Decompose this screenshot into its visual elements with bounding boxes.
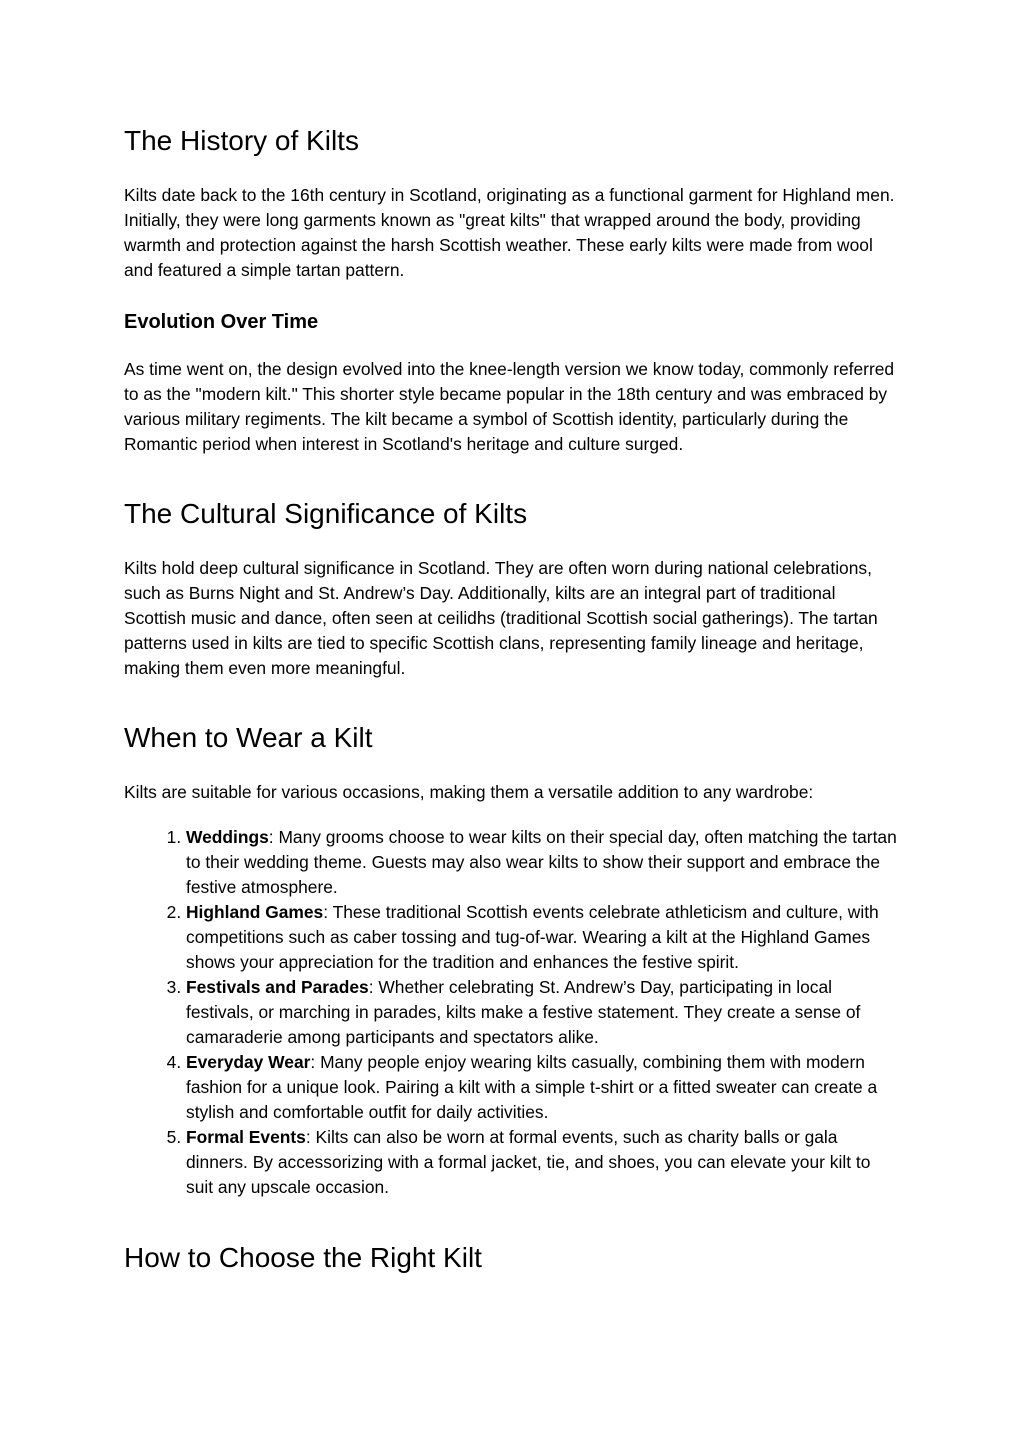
paragraph-cultural-significance: Kilts hold deep cultural significance in Scotland. They are often worn during national celebrations, such as Burns Night and St. Andrew’s Day. Additionally, kilts are an integral part of traditional Scottish music and dance, often seen at ceilidhs (traditional Scottish social gatherings). The tartan patterns used in kilts are tied to specific Scottish clans, representing family lineage and heritage, making them even more meaningful.: [124, 558, 878, 678]
list-item-festivals-parades: [186, 975, 900, 1050]
list-item-text: : Many people enjoy wearing kilts casually, combining them with modern fashion for a unique look. Pairing a kilt with a simple t-shirt or a fitted sweater can create a stylish and comfortable outfit for daily activities.: [186, 1052, 878, 1122]
paragraph-history: Kilts date back to the 16th century in Scotland, originating as a functional garment for Highland men. Initially, they were long garments known as "great kilts" that wrapped around the body, providing warmth and protection against the harsh Scottish weather. These early kilts were made from wool and featured a simple tartan pattern.: [124, 185, 895, 280]
list-item-term: Festivals and Parades: [186, 977, 369, 997]
list-item-term: Everyday Wear: [186, 1052, 311, 1072]
heading-evolution: Evolution Over Time: [124, 311, 319, 333]
list-item-text: : Kilts can also be worn at formal events, such as charity balls or gala dinners. By accessorizing with a formal jacket, tie, and shoes, you can elevate your kilt to suit any upscale occasion.: [186, 1127, 871, 1197]
heading-cultural-significance: The Cultural Significance of Kilts: [124, 498, 528, 529]
heading-choose-kilt: How to Choose the Right Kilt: [124, 1242, 482, 1273]
list-item-everyday-wear: [186, 1050, 900, 1125]
list-item-highland-games: [186, 900, 900, 975]
heading-when-to-wear: When to Wear a Kilt: [124, 722, 373, 753]
list-item-formal-events: [186, 1125, 900, 1200]
occasions-list: [124, 825, 900, 1200]
list-item-term: Weddings: [186, 827, 269, 847]
list-item-term: Formal Events: [186, 1127, 306, 1147]
paragraph-evolution: As time went on, the design evolved into the knee-length version we know today, commonly referred to as the "modern kilt." This shorter style became popular in the 18th century and was embraced by various military regiments. The kilt became a symbol of Scottish identity, particularly during the Romantic period when interest in Scotland's heritage and culture surged.: [124, 359, 895, 454]
heading-history: The History of Kilts: [124, 125, 359, 156]
list-item-text: : Whether celebrating St. Andrew’s Day, participating in local festivals, or marching in parades, kilts make a festive statement. They create a sense of camaraderie among participants and spectators alike.: [186, 977, 861, 1047]
list-item-term: Highland Games: [186, 902, 324, 922]
list-item-text: : These traditional Scottish events celebrate athleticism and culture, with competitions such as caber tossing and tug-of-war. Wearing a kilt at the Highland Games shows your appreciation for the tradition and enhances the festive spirit.: [186, 902, 879, 972]
list-item-text: : Many grooms choose to wear kilts on their special day, often matching the tartan to their wedding theme. Guests may also wear kilts to show their support and embrace the festive atmosphere.: [186, 827, 897, 897]
list-item-weddings: [186, 825, 900, 900]
paragraph-when-intro: Kilts are suitable for various occasions, making them a versatile addition to any wardrobe:: [124, 782, 814, 802]
